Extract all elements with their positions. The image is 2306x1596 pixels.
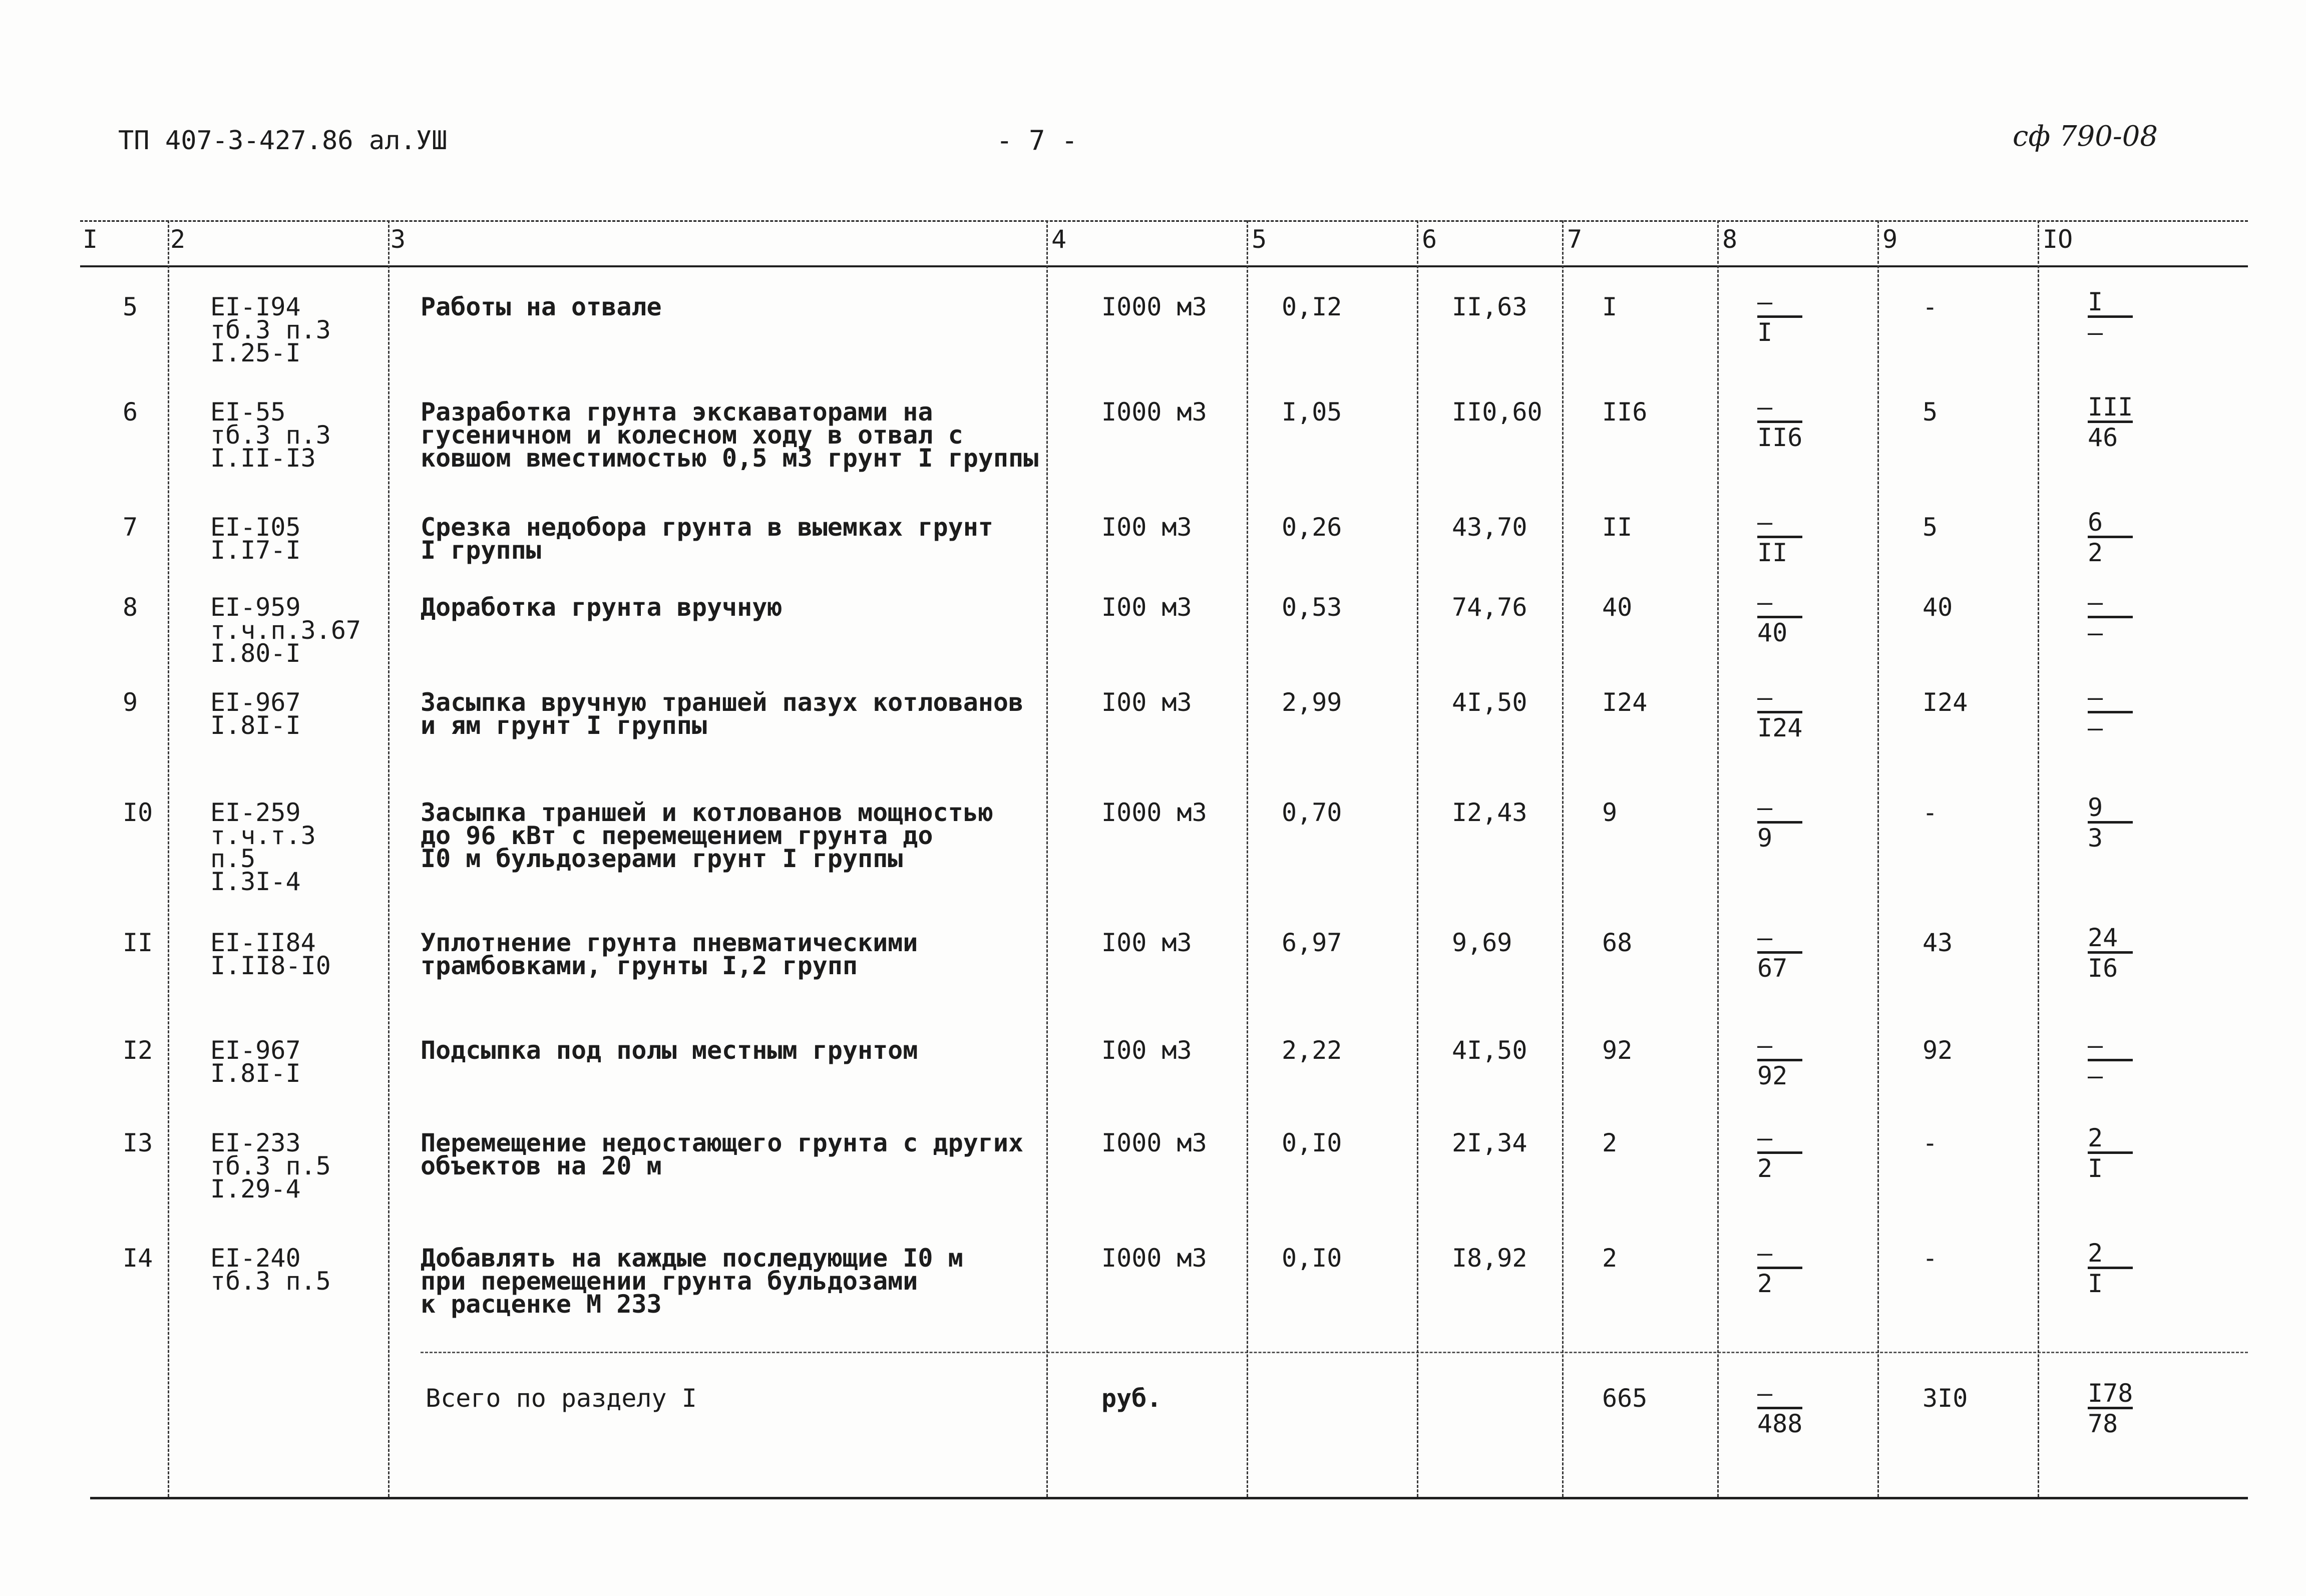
total-cost: 2 xyxy=(1602,1128,1618,1157)
fraction-denominator: 3 xyxy=(2088,824,2103,853)
fraction-denominator: 2 xyxy=(2088,538,2103,567)
page-number: - 7 - xyxy=(996,125,1078,156)
total-cost: I24 xyxy=(1602,688,1648,717)
total-cost: 40 xyxy=(1602,593,1633,622)
fraction-value xyxy=(1757,588,1812,647)
row-number: 7 xyxy=(123,513,138,542)
fraction-value xyxy=(2088,1379,2143,1438)
fraction-numerator: 9 xyxy=(2088,793,2103,822)
fraction-denominator: 2 xyxy=(1757,1154,1773,1183)
quantity: 0,26 xyxy=(1282,513,1342,542)
unit-price: II0,60 xyxy=(1452,397,1543,427)
unit: I00 м3 xyxy=(1101,513,1192,542)
total-cost: II6 xyxy=(1602,397,1648,427)
column-header: 2 xyxy=(170,225,186,254)
fraction-value xyxy=(1757,1031,1812,1090)
unit: I000 м3 xyxy=(1101,292,1207,321)
fraction-numerator: – xyxy=(1757,793,1773,822)
total-column-9: 3I0 xyxy=(1923,1384,1968,1413)
column-header: IO xyxy=(2043,225,2073,254)
total-cost: 68 xyxy=(1602,928,1633,957)
column-header: 4 xyxy=(1051,225,1067,254)
quantity: 6,97 xyxy=(1282,928,1342,957)
work-description: Доработка грунта вручную xyxy=(421,593,783,622)
fraction-value xyxy=(2088,1239,2143,1298)
fraction-denominator: 2 xyxy=(1757,1269,1773,1298)
fraction-numerator: – xyxy=(1757,1239,1773,1268)
fraction-denominator: – xyxy=(2088,1061,2103,1090)
fraction-denominator: I xyxy=(1757,318,1773,347)
fraction-value xyxy=(1757,508,1812,567)
fraction-value xyxy=(1757,1123,1812,1183)
fraction-numerator: I xyxy=(2088,287,2103,316)
column-9-value: I24 xyxy=(1923,688,1968,717)
rate-code: EI-240 тб.3 п.5 xyxy=(210,1244,331,1296)
header-top-rule xyxy=(80,220,2248,222)
row-number: I3 xyxy=(123,1128,153,1157)
fraction-numerator: – xyxy=(2088,1031,2103,1060)
column-9-value: 5 xyxy=(1923,397,1938,427)
fraction-denominator: I xyxy=(2088,1269,2103,1298)
work-description: Срезка недобора грунта в выемках грунт I группы xyxy=(421,513,993,565)
fraction-numerator: – xyxy=(2088,683,2103,712)
quantity: 0,53 xyxy=(1282,593,1342,622)
column-9-value: 43 xyxy=(1923,928,1953,957)
fraction-denominator: – xyxy=(2088,318,2103,347)
unit: I000 м3 xyxy=(1101,397,1207,427)
total-cost: 2 xyxy=(1602,1244,1618,1273)
fraction-numerator: – xyxy=(1757,287,1773,316)
fraction-numerator: 2 xyxy=(2088,1123,2103,1152)
fraction-value xyxy=(2088,1031,2143,1090)
total-label: Всего по разделу I xyxy=(426,1384,697,1413)
fraction-numerator: – xyxy=(1757,923,1773,952)
row-number: I2 xyxy=(123,1036,153,1065)
fraction-denominator: – xyxy=(2088,618,2103,647)
total-cost: I xyxy=(1602,292,1618,321)
fraction-value xyxy=(2088,923,2143,983)
table-bottom-rule xyxy=(90,1497,2248,1499)
fraction-value xyxy=(2088,508,2143,567)
column-divider xyxy=(1877,220,1879,1497)
quantity: 0,I0 xyxy=(1282,1128,1342,1157)
fraction-value xyxy=(1757,1239,1812,1298)
fraction-numerator: – xyxy=(1757,1379,1773,1408)
quantity: 2,22 xyxy=(1282,1036,1342,1065)
unit-price: I8,92 xyxy=(1452,1244,1527,1273)
unit-price: I2,43 xyxy=(1452,798,1527,827)
handwritten-stamp: сф 790-08 xyxy=(2013,120,2158,153)
fraction-numerator: – xyxy=(1757,683,1773,712)
quantity: 2,99 xyxy=(1282,688,1342,717)
work-description: Работы на отвале xyxy=(421,292,662,321)
fraction-denominator: II6 xyxy=(1757,423,1803,452)
unit-price: II,63 xyxy=(1452,292,1527,321)
row-number: 6 xyxy=(123,397,138,427)
column-9-value: - xyxy=(1923,292,1938,321)
fraction-value xyxy=(1757,683,1812,742)
work-description: Подсыпка под полы местным грунтом xyxy=(421,1036,918,1065)
rate-code: EI-959 т.ч.п.3.67 I.80-I xyxy=(210,593,361,668)
column-9-value: - xyxy=(1923,1128,1938,1157)
fraction-numerator: 6 xyxy=(2088,508,2103,537)
fraction-denominator: 78 xyxy=(2088,1409,2118,1438)
rate-code: EI-259 т.ч.т.3 п.5 I.3I-4 xyxy=(210,798,316,896)
total-separator xyxy=(421,1352,2248,1353)
fraction-denominator: 9 xyxy=(1757,824,1773,853)
row-number: I0 xyxy=(123,798,153,827)
fraction-numerator: I78 xyxy=(2088,1379,2133,1408)
unit: I000 м3 xyxy=(1101,1244,1207,1273)
fraction-denominator: 92 xyxy=(1757,1061,1788,1090)
quantity: 0,70 xyxy=(1282,798,1342,827)
unit-price: 74,76 xyxy=(1452,593,1527,622)
unit: I00 м3 xyxy=(1101,688,1192,717)
total-unit: руб. xyxy=(1101,1384,1162,1413)
column-9-value: 5 xyxy=(1923,513,1938,542)
fraction-denominator: I xyxy=(2088,1154,2103,1183)
unit-price: 4I,50 xyxy=(1452,1036,1527,1065)
rate-code: EI-233 тб.3 п.5 I.29-4 xyxy=(210,1128,331,1204)
unit: I000 м3 xyxy=(1101,1128,1207,1157)
quantity: I,05 xyxy=(1282,397,1342,427)
fraction-denominator: II xyxy=(1757,538,1788,567)
fraction-value xyxy=(2088,588,2143,647)
fraction-value xyxy=(2088,392,2143,452)
row-number: II xyxy=(123,928,153,957)
fraction-denominator: 46 xyxy=(2088,423,2118,452)
row-number: I4 xyxy=(123,1244,153,1273)
column-header: 3 xyxy=(391,225,406,254)
fraction-value xyxy=(2088,683,2143,742)
total-sum: 665 xyxy=(1602,1384,1648,1413)
fraction-value xyxy=(2088,793,2143,853)
unit-price: 9,69 xyxy=(1452,928,1512,957)
unit: I00 м3 xyxy=(1101,1036,1192,1065)
column-header: 5 xyxy=(1252,225,1267,254)
rate-code: EI-II84 I.II8-I0 xyxy=(210,928,331,980)
quantity: 0,I0 xyxy=(1282,1244,1342,1273)
column-9-value: - xyxy=(1923,798,1938,827)
rate-code: EI-I05 I.I7-I xyxy=(210,513,301,565)
column-divider xyxy=(1046,220,1048,1497)
quantity: 0,I2 xyxy=(1282,292,1342,321)
fraction-numerator: 24 xyxy=(2088,923,2118,952)
total-cost: II xyxy=(1602,513,1633,542)
unit: I00 м3 xyxy=(1101,593,1192,622)
row-number: 5 xyxy=(123,292,138,321)
work-description: Засыпка траншей и котлованов мощностью до 96 кВт с перемещением грунта до I0 м бульдозерами грунт I группы xyxy=(421,798,993,873)
column-9-value: 92 xyxy=(1923,1036,1953,1065)
column-header: 6 xyxy=(1422,225,1437,254)
column-9-value: 40 xyxy=(1923,593,1953,622)
fraction-numerator: – xyxy=(1757,1123,1773,1152)
rate-code: EI-I94 тб.3 п.3 I.25-I xyxy=(210,292,331,367)
unit: I00 м3 xyxy=(1101,928,1192,957)
work-description: Разработка грунта экскаваторами на гусеничном и колесном ходу в отвал с ковшом вместимостью 0,5 м3 грунт I группы xyxy=(421,397,1039,473)
column-header: 7 xyxy=(1567,225,1583,254)
fraction-denominator: – xyxy=(2088,713,2103,742)
work-description: Уплотнение грунта пневматическими трамбовками, грунты I,2 групп xyxy=(421,928,918,980)
fraction-value xyxy=(1757,1379,1812,1438)
fraction-value xyxy=(1757,287,1812,347)
column-divider xyxy=(2038,220,2039,1497)
column-divider xyxy=(1717,220,1719,1497)
fraction-numerator: – xyxy=(1757,588,1773,617)
fraction-value xyxy=(1757,392,1812,452)
column-header: 8 xyxy=(1722,225,1738,254)
work-description: Засыпка вручную траншей пазух котлованов и ям грунт I группы xyxy=(421,688,1024,740)
column-divider xyxy=(1417,220,1418,1497)
fraction-denominator: I6 xyxy=(2088,954,2118,983)
fraction-denominator: 67 xyxy=(1757,954,1788,983)
fraction-numerator: – xyxy=(1757,1031,1773,1060)
fraction-denominator: 40 xyxy=(1757,618,1788,647)
work-description: Добавлять на каждые последующие I0 м при перемещении грунта бульдозами к расценке М 233 xyxy=(421,1244,963,1319)
fraction-numerator: III xyxy=(2088,392,2133,422)
row-number: 8 xyxy=(123,593,138,622)
column-9-value: - xyxy=(1923,1244,1938,1273)
header-bottom-rule xyxy=(80,265,2248,267)
total-cost: 92 xyxy=(1602,1036,1633,1065)
fraction-numerator: 2 xyxy=(2088,1239,2103,1268)
fraction-numerator: – xyxy=(2088,588,2103,617)
column-divider xyxy=(168,220,169,1497)
work-description: Перемещение недостающего грунта с других объектов на 20 м xyxy=(421,1128,1024,1180)
unit: I000 м3 xyxy=(1101,798,1207,827)
unit-price: 4I,50 xyxy=(1452,688,1527,717)
fraction-numerator: – xyxy=(1757,392,1773,422)
unit-price: 43,70 xyxy=(1452,513,1527,542)
document-code: ТП 407-3-427.86 ал.УШ xyxy=(118,126,448,156)
fraction-numerator: – xyxy=(1757,508,1773,537)
fraction-value xyxy=(1757,793,1812,853)
column-header: I xyxy=(83,225,98,254)
row-number: 9 xyxy=(123,688,138,717)
rate-code: EI-967 I.8I-I xyxy=(210,688,301,740)
rate-code: EI-55 тб.3 п.3 I.II-I3 xyxy=(210,397,331,473)
column-divider xyxy=(388,220,390,1497)
fraction-denominator: 488 xyxy=(1757,1409,1803,1438)
unit-price: 2I,34 xyxy=(1452,1128,1527,1157)
fraction-denominator: I24 xyxy=(1757,713,1803,742)
rate-code: EI-967 I.8I-I xyxy=(210,1036,301,1088)
fraction-value xyxy=(2088,1123,2143,1183)
column-header: 9 xyxy=(1882,225,1898,254)
fraction-value xyxy=(1757,923,1812,983)
column-divider xyxy=(1562,220,1564,1497)
fraction-value xyxy=(2088,287,2143,347)
column-divider xyxy=(1247,220,1248,1497)
total-cost: 9 xyxy=(1602,798,1618,827)
